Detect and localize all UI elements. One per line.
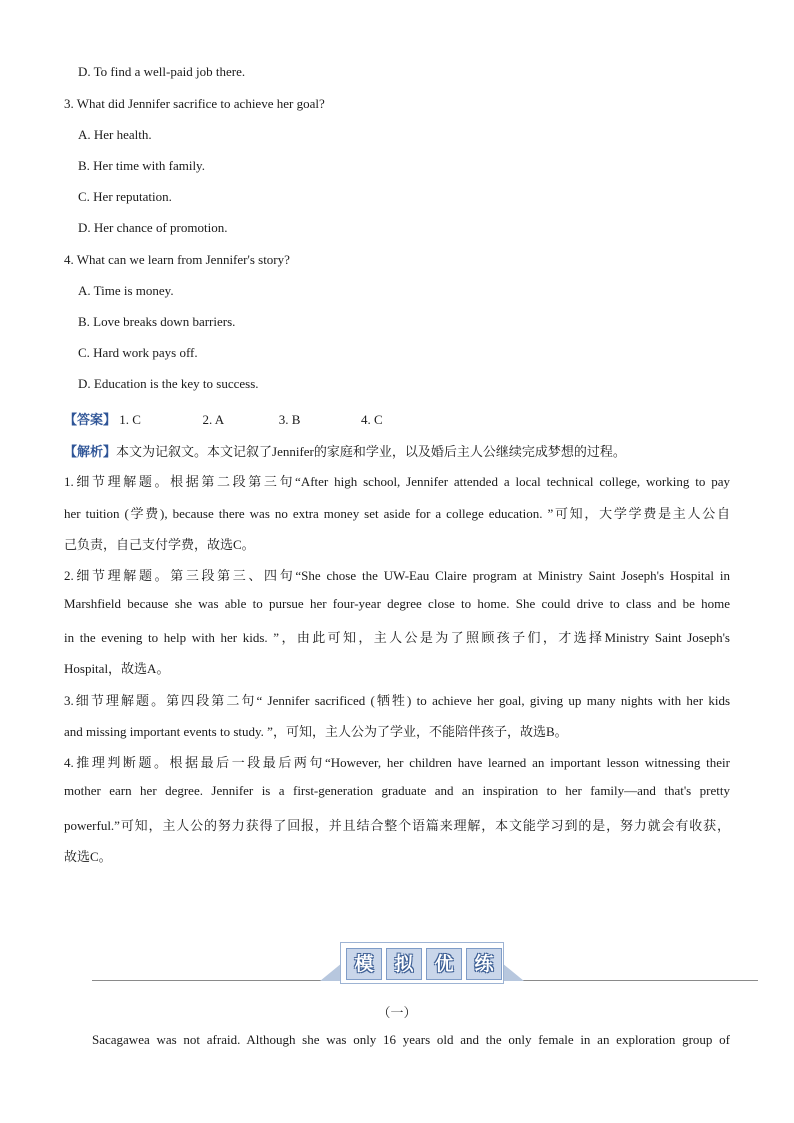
question-3-option-a: A. Her health. xyxy=(78,127,152,142)
answer-item: 1. C xyxy=(119,412,141,427)
analysis-p3-line: and missing important events to study. ”，可知，主人公为了学业，不能陪伴孩子，故选B。 xyxy=(64,724,568,739)
banner-tiles xyxy=(346,948,502,980)
banner-char-tile: 练 xyxy=(466,948,502,980)
section-banner xyxy=(92,940,758,988)
analysis-p2-line: 2.细节理解题。第三段第三、四句“She chose the UW-Eau Claire program at Ministry Saint Joseph's Hospital in xyxy=(64,568,730,583)
answer-item: 4. C xyxy=(361,412,383,427)
banner-wedge-right xyxy=(502,963,524,981)
question-3-option-b: B. Her time with family. xyxy=(78,158,205,173)
question-3-stem: 3. What did Jennifer sacrifice to achieve her goal? xyxy=(64,96,325,111)
question-3-option-c: C. Her reputation. xyxy=(78,189,172,204)
q2-option-d: D. To find a well-paid job there. xyxy=(78,64,246,79)
analysis-p4-line: 4.推理判断题。根据最后一段最后两句“However, her children have learned an important lesson witnessing their xyxy=(64,755,730,770)
analysis-p4-line: powerful.”可知，主人公的努力获得了回报，并且结合整个语篇来理解，本文能学习到的是，努力就会有收获， xyxy=(64,818,730,833)
analysis-label: 【解析】 xyxy=(64,444,117,459)
question-4-stem: 4. What can we learn from Jennifer's story? xyxy=(64,252,290,267)
section-number: （一） xyxy=(377,1005,417,1020)
answer-line xyxy=(64,409,383,428)
banner-char-tile: 模 xyxy=(346,948,382,980)
analysis-intro xyxy=(64,441,626,460)
analysis-p2-line: Marshfield because she was able to pursue her four-year degree close to home. She could drive to class and be home xyxy=(64,596,730,611)
analysis-p1-line: 己负责，自己支付学费，故选C。 xyxy=(64,537,255,552)
answer-item: 3. B xyxy=(278,412,301,427)
analysis-p2-line: Hospital，故选A。 xyxy=(64,661,170,676)
question-3-option-d: D. Her chance of promotion. xyxy=(78,220,228,235)
analysis-p1-line: her tuition (学费), because there was no extra money set aside for a college education. ”可知，大学学费是主人公自 xyxy=(64,506,730,521)
analysis-p4-line: mother earn her degree. Jennifer is a first-generation graduate and an inspiration to her family—and that's pretty xyxy=(64,783,730,798)
question-4-option-c: C. Hard work pays off. xyxy=(78,345,198,360)
passage-first-line: Sacagawea was not afraid. Although she was only 16 years old and the only female in an exploration group of xyxy=(92,1032,730,1047)
banner-wedge-left xyxy=(320,963,342,981)
analysis-p3-line: 3.细节理解题。第四段第二句“ Jennifer sacrificed (牺牲) to achieve her goal, giving up many nights with her kids xyxy=(64,693,730,708)
analysis-p4-line: 故选C。 xyxy=(64,849,112,864)
answer-item: 2. A xyxy=(202,412,225,427)
analysis-p2-line: in the evening to help with her kids. ”，由此可知，主人公是为了照顾孩子们，才选择Ministry Saint Joseph's xyxy=(64,630,730,645)
banner-char-tile: 优 xyxy=(426,948,462,980)
question-4-option-b: B. Love breaks down barriers. xyxy=(78,314,236,329)
question-4-option-a: A. Time is money. xyxy=(78,283,174,298)
analysis-intro-text: 本文为记叙文。本文记叙了Jennifer的家庭和学业，以及婚后主人公继续完成梦想的过程。 xyxy=(116,444,626,459)
answer-label: 【答案】 xyxy=(64,412,117,427)
analysis-p1-line: 1.细节理解题。根据第二段第三句“After high school, Jennifer attended a local technical college, working to pay xyxy=(64,474,730,489)
question-4-option-d: D. Education is the key to success. xyxy=(78,376,259,391)
banner-char-tile: 拟 xyxy=(386,948,422,980)
